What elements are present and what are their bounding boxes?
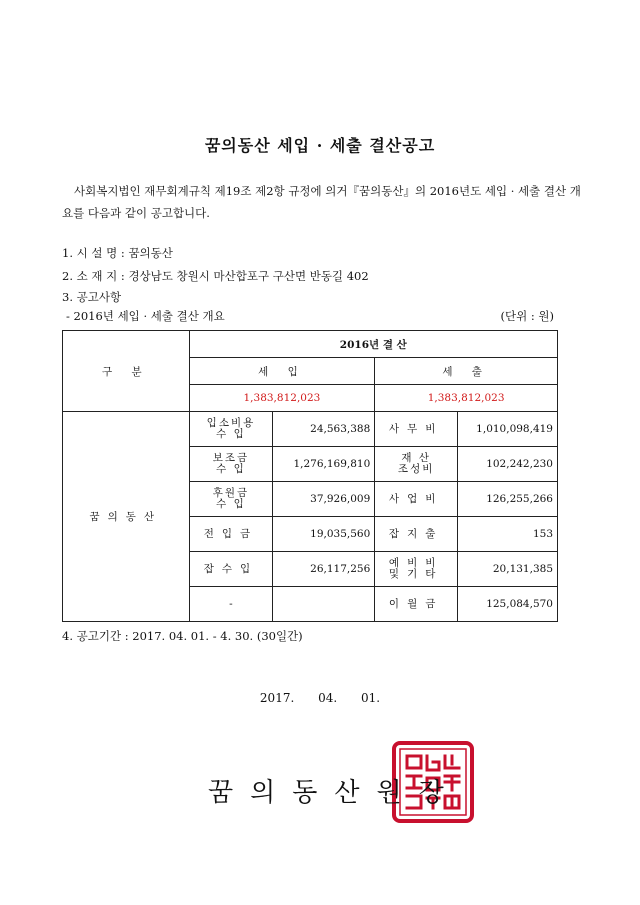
expense-label-cell: 사무비 [375,412,458,447]
expense-value-cell: 125,084,570 [458,587,558,622]
expense-label-cell: 사업비 [375,482,458,517]
unit-label: (단위 : 원) [500,309,554,323]
expense-value-cell: 1,010,098,419 [458,412,558,447]
header-income-cell: 세 입 [189,358,375,385]
income-label-cell: 잡수입 [189,552,273,587]
total-expense-cell: 1,383,812,023 [375,385,558,412]
header-group-cell: 구 분 [63,331,190,412]
expense-value-cell: 20,131,385 [458,552,558,587]
notice-items-line: 3. 공고사항 [62,290,122,304]
income-value-cell: 37,926,009 [273,482,375,517]
expense-label-cell: 잡지출 [375,517,458,552]
intro-paragraph: 사회복지법인 재무회계규칙 제19조 제2항 규정에 의거『꿈의동산』의 2016년도 세입 · 세출 결산 개요를 다음과 같이 공고합니다. [62,184,581,220]
notice-date: 2017. 04. 01. [259,691,381,705]
expense-label-cell: 예비비 및기타 [375,552,458,587]
notice-period-line: 4. 공고기간 : 2017. 04. 01. - 4. 30. (30일간) [62,629,303,643]
org-name-cell: 꿈의동산 [63,412,190,622]
page-title: 꿈의동산 세입 · 세출 결산공고 [204,136,436,155]
expense-value-cell: 153 [458,517,558,552]
facility-name-line: 1. 시 설 명 : 꿈의동산 [62,246,173,260]
income-label-cell: 전입금 [189,517,273,552]
table-row [63,412,558,447]
income-label-cell: - [189,587,273,622]
header-year-cell: 2016년 결 산 [189,331,557,358]
header-expense-cell: 세 출 [375,358,558,385]
income-value-cell: 26,117,256 [273,552,375,587]
income-label-cell: 입소비용 수 입 [189,412,273,447]
income-value-cell: 19,035,560 [273,517,375,552]
expense-label-cell: 재 산 조성비 [375,447,458,482]
expense-label-cell: 이월금 [375,587,458,622]
total-income-cell: 1,383,812,023 [189,385,375,412]
expense-value-cell: 126,255,266 [458,482,558,517]
expense-value-cell: 102,242,230 [458,447,558,482]
notice-sub-line: - 2016년 세입 · 세출 결산 개요 [66,309,225,323]
settlement-table [62,330,558,622]
income-value-cell: 24,563,388 [273,412,375,447]
income-label-cell: 후원금 수 입 [189,482,273,517]
signature-line: 꿈의동산원장 [208,778,461,808]
income-value-cell [273,587,375,622]
income-value-cell: 1,276,169,810 [273,447,375,482]
income-label-cell: 보조금 수 입 [189,447,273,482]
address-line: 2. 소 재 지 : 경상남도 창원시 마산합포구 구산면 반동길 402 [62,269,369,283]
